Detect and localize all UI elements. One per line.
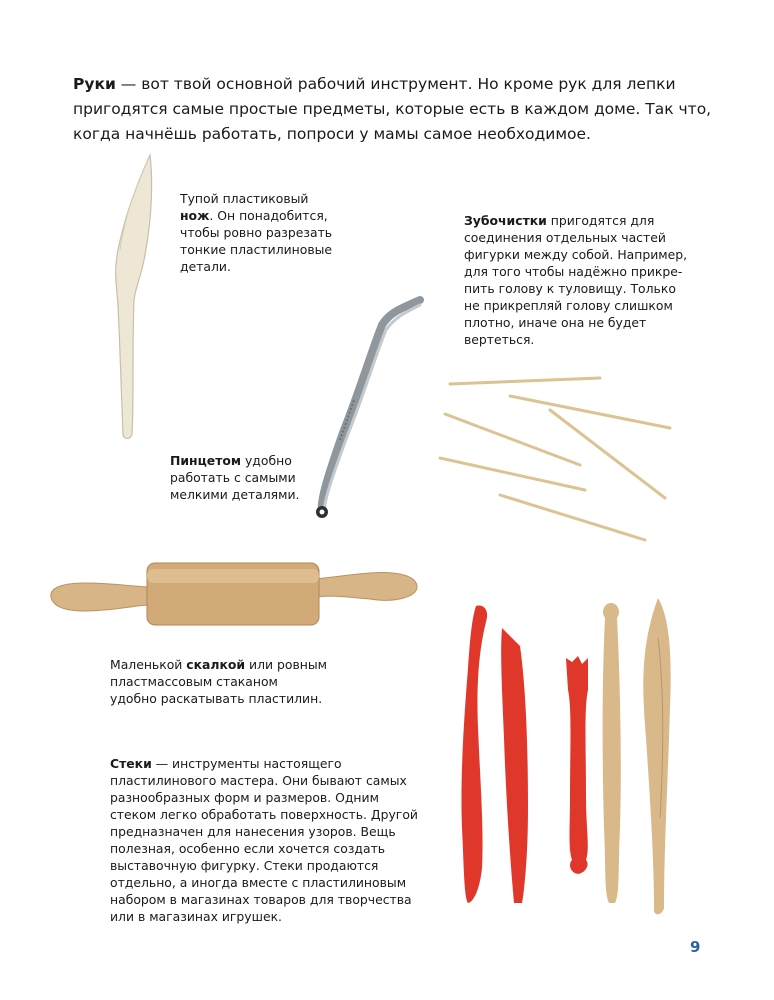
- stacks-caption-line: стеком легко обработать поверхность. Другой: [110, 807, 418, 822]
- tweezers-caption-line: [170, 452, 299, 469]
- toothpick-caption-line: плотно, иначе она не будет: [464, 315, 647, 330]
- toothpick-caption-line: фигурки между собой. Например,: [464, 247, 688, 262]
- knife-caption-bold: нож: [180, 208, 210, 223]
- toothpick-caption-line: [464, 212, 687, 229]
- rolling-pin-caption-line: пластмассовым стаканом: [110, 674, 278, 689]
- knife-caption-line: Тупой пластиковый: [180, 191, 309, 206]
- stacks-caption: [110, 755, 418, 925]
- toothpick-caption-text: пригодятся для: [546, 213, 655, 228]
- knife-caption-text: . Он понадобится,: [209, 208, 328, 223]
- rolling-pin-caption-line: [110, 656, 327, 673]
- toothpick-caption-line: пить голову к туловищу. Только: [464, 281, 676, 296]
- stacks-caption-text: — инструменты настоящего: [151, 756, 342, 771]
- intro-paragraph: [73, 72, 713, 147]
- stacks-caption-line: пластилинового мастера. Они бывают самых: [110, 773, 407, 788]
- tweezers-image: [310, 300, 430, 525]
- stacks-caption-line: отдельно, а иногда вместе с пластилиновым: [110, 875, 407, 890]
- tweezers-caption-text: удобно: [241, 453, 292, 468]
- stacks-caption-line: предназначен для нанесения узоров. Вещь: [110, 824, 396, 839]
- rolling-pin-caption-text: Маленькой: [110, 657, 187, 672]
- stacks-caption-line: полезная, особенно если хочется создать: [110, 841, 386, 856]
- toothpick-caption-line: соединения отдельных частей: [464, 230, 666, 245]
- plastic-knife-image: [100, 150, 170, 450]
- rolling-pin-caption-bold: скалкой: [186, 657, 246, 672]
- rolling-pin-caption: [110, 656, 327, 707]
- page-number: 9: [690, 938, 701, 956]
- knife-caption-line: чтобы ровно разрезать: [180, 225, 333, 240]
- stacks-caption-bold: Стеки: [110, 756, 152, 771]
- intro-text: — вот твой основной рабочий инструмент. Но кроме рук для лепки пригодятся самые простые предметы, которые есть в каждом доме. Так что, когда начнёшь работать, попроси у мамы самое необходимое.: [73, 75, 712, 143]
- tweezers-caption: [170, 452, 299, 503]
- tweezers-caption-line: мелкими деталями.: [170, 487, 300, 502]
- stacks-caption-line: набором в магазинах товаров для творчества: [110, 892, 412, 907]
- tweezers-caption-bold: Пинцетом: [170, 453, 242, 468]
- stacks-caption-line: разнообразных форм и размеров. Одним: [110, 790, 379, 805]
- intro-bold: Руки: [73, 75, 116, 93]
- toothpick-caption-line: не прикрепляй голову слишком: [464, 298, 673, 313]
- rolling-pin-image: [45, 555, 425, 635]
- knife-caption-line: детали.: [180, 259, 231, 274]
- rolling-pin-caption-line: удобно раскатывать пластилин.: [110, 691, 323, 706]
- stacks-tools-image: [450, 598, 680, 923]
- toothpick-caption: [464, 212, 687, 348]
- knife-caption-line: [180, 207, 332, 224]
- rolling-pin-caption-text: или ровным: [245, 657, 327, 672]
- toothpick-caption-line: вертеться.: [464, 332, 535, 347]
- toothpick-caption-bold: Зубочистки: [464, 213, 547, 228]
- toothpick-caption-line: для того чтобы надёжно прикре-: [464, 264, 683, 279]
- tweezers-caption-line: работать с самыми: [170, 470, 296, 485]
- stacks-caption-line: [110, 755, 418, 772]
- stacks-caption-line: или в магазинах игрушек.: [110, 909, 282, 924]
- knife-caption-line: тонкие пластилиновые: [180, 242, 333, 257]
- stacks-caption-line: выставочную фигурку. Стеки продаются: [110, 858, 379, 873]
- toothpicks-image: [440, 370, 680, 550]
- knife-caption: [180, 190, 332, 275]
